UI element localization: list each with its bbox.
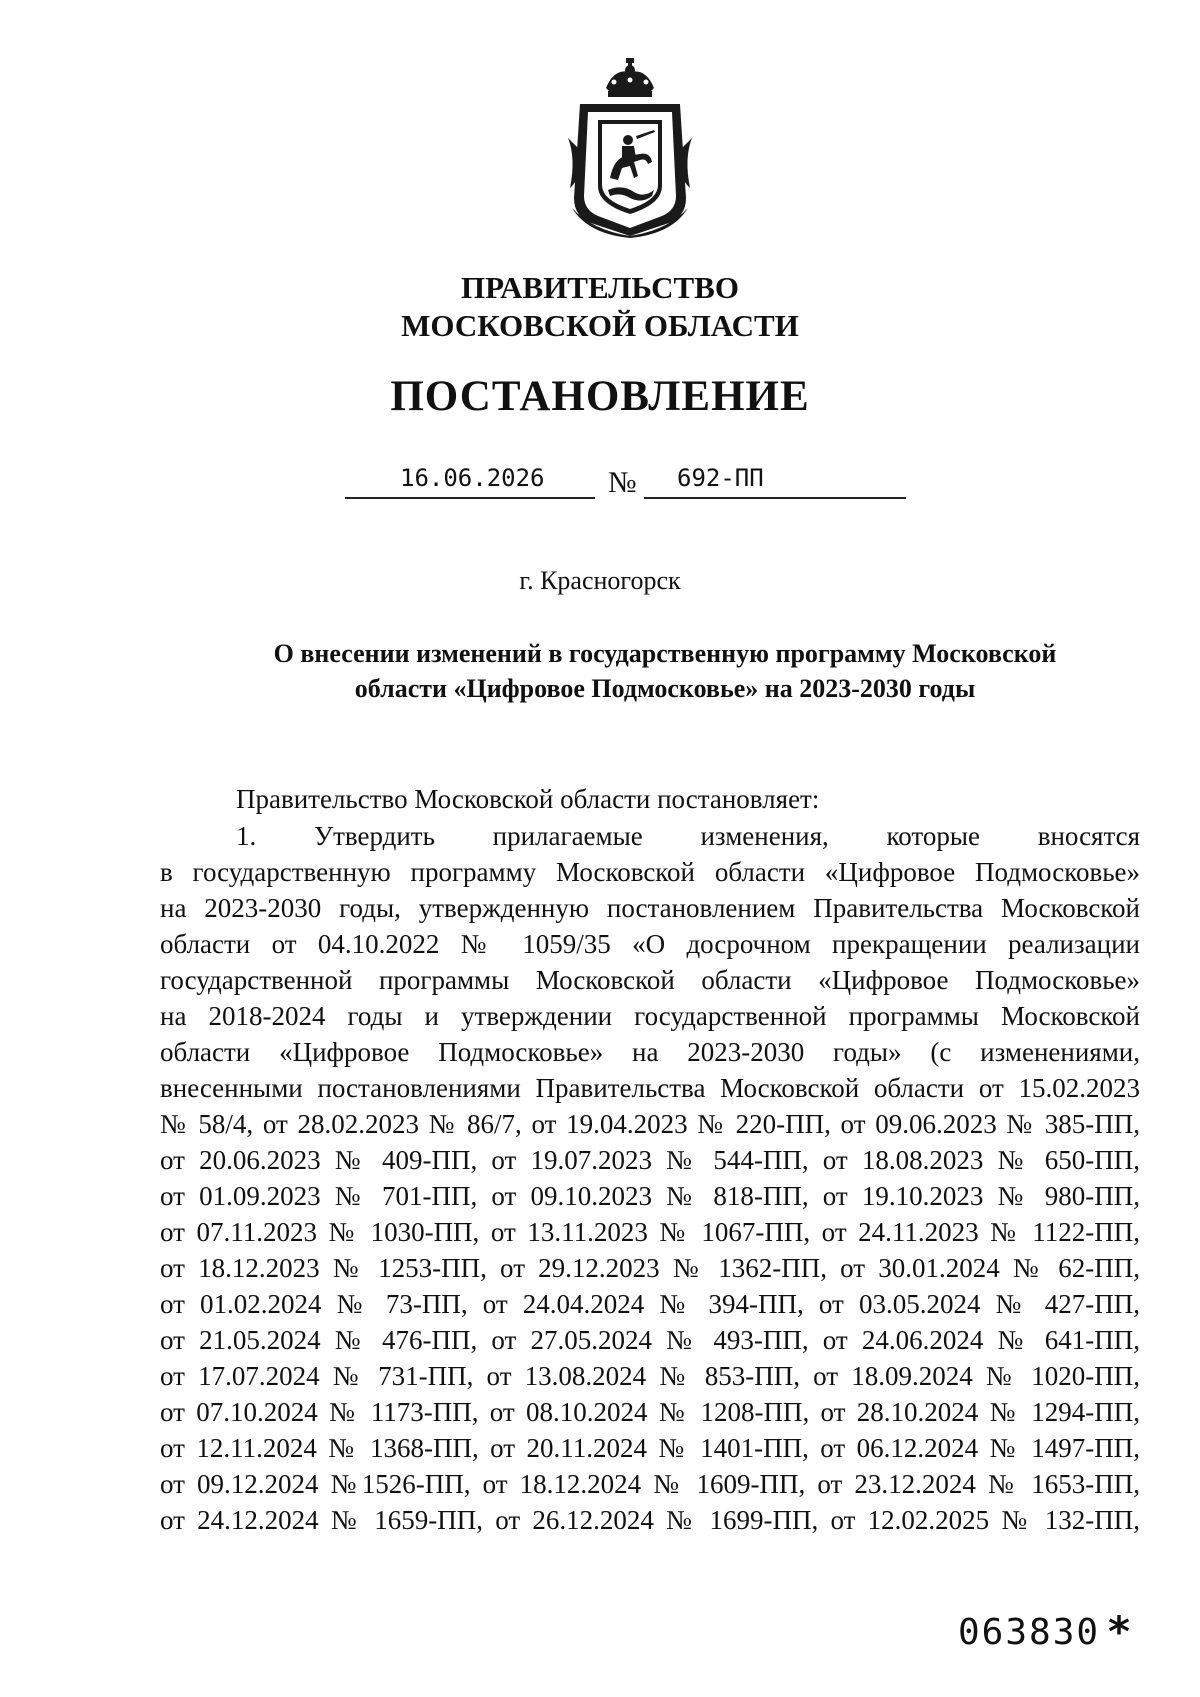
preamble-text: Правительство Московской области постановляет: bbox=[236, 784, 820, 814]
body-line: от 12.11.2024 № 1368-ПП, от 20.11.2024 № 1401-ПП, от 06.12.2024 № 1497-ПП, bbox=[160, 1433, 1140, 1463]
decree-date: 16.06.2026 bbox=[400, 464, 545, 492]
body-line: области от 04.10.2022 № 1059/35 «О досрочном прекращении реализации bbox=[160, 929, 1140, 959]
body-line: от 01.09.2023 № 701-ПП, от 09.10.2023 № 818-ПП, от 19.10.2023 № 980-ПП, bbox=[160, 1181, 1140, 1211]
body-line: внесенными постановлениями Правительства Московской области от 15.02.2023 bbox=[160, 1073, 1140, 1103]
body-line: от 20.06.2023 № 409-ПП, от 19.07.2023 № 544-ПП, от 18.08.2023 № 650-ПП, bbox=[160, 1145, 1140, 1175]
number-sign: № bbox=[608, 466, 637, 499]
body-line: от 07.10.2024 № 1173-ПП, от 08.10.2024 № 1208-ПП, от 28.10.2024 № 1294-ПП, bbox=[160, 1397, 1140, 1427]
organization-name-line1: ПРАВИТЕЛЬСТВО bbox=[461, 270, 739, 305]
document-type-title: ПОСТАНОВЛЕНИЕ bbox=[390, 373, 810, 420]
body-line: от 09.12.2024 №1526-ПП, от 18.12.2024 № 1609-ПП, от 23.12.2024 № 1653-ПП, bbox=[160, 1469, 1140, 1499]
body-line: государственной программы Московской области «Цифровое Подмосковье» bbox=[160, 965, 1140, 995]
decree-number: 692-ПП bbox=[677, 464, 764, 492]
body-line: на 2023-2030 годы, утвержденную постановлением Правительства Московской bbox=[160, 893, 1140, 923]
body-line: от 07.11.2023 № 1030-ПП, от 13.11.2023 № 1067-ПП, от 24.11.2023 № 1122-ПП, bbox=[160, 1217, 1140, 1247]
body-line: от 18.12.2023 № 1253-ПП, от 29.12.2023 № 1362-ПП, от 30.01.2024 № 62-ПП, bbox=[160, 1253, 1140, 1283]
body-line: от 24.12.2024 № 1659-ПП, от 26.12.2024 № 1699-ПП, от 12.02.2025 № 132-ПП, bbox=[160, 1505, 1140, 1535]
form-serial-number: 063830 bbox=[958, 1612, 1101, 1653]
body-line: на 2018-2024 годы и утверждении государственной программы Московской bbox=[160, 1001, 1140, 1031]
city-of-issue: г. Красногорск bbox=[519, 566, 681, 595]
body-line: от 01.02.2024 № 73-ПП, от 24.04.2024 № 394-ПП, от 03.05.2024 № 427-ПП, bbox=[160, 1289, 1140, 1319]
decree-subject-line: О внесении изменений в государственную программу Московской bbox=[273, 639, 1057, 668]
body-line: от 17.07.2024 № 731-ПП, от 13.08.2024 № 853-ПП, от 18.09.2024 № 1020-ПП, bbox=[160, 1361, 1140, 1391]
body-line: области «Цифровое Подмосковье» на 2023-2030 годы» (с изменениями, bbox=[160, 1037, 1140, 1067]
decree-body bbox=[160, 818, 1140, 1538]
date-underline bbox=[345, 497, 595, 499]
asterisk-mark: * bbox=[1108, 1607, 1130, 1656]
coat-of-arms-emblem bbox=[562, 58, 698, 238]
body-line: от 21.05.2024 № 476-ПП, от 27.05.2024 № 493-ПП, от 24.06.2024 № 641-ПП, bbox=[160, 1325, 1140, 1355]
decree-subject-line: области «Цифровое Подмосковье» на 2023-2030 годы bbox=[354, 674, 976, 703]
number-underline bbox=[644, 497, 906, 499]
body-line: 1. Утвердить прилагаемые изменения, которые вносятся bbox=[236, 821, 1140, 851]
body-line: в государственную программу Московской области «Цифровое Подмосковье» bbox=[160, 857, 1140, 887]
body-line: № 58/4, от 28.02.2023 № 86/7, от 19.04.2023 № 220-ПП, от 09.06.2023 № 385-ПП, bbox=[160, 1109, 1140, 1139]
organization-name-line2: МОСКОВСКОЙ ОБЛАСТИ bbox=[401, 308, 799, 343]
decree-subject bbox=[200, 636, 1130, 706]
